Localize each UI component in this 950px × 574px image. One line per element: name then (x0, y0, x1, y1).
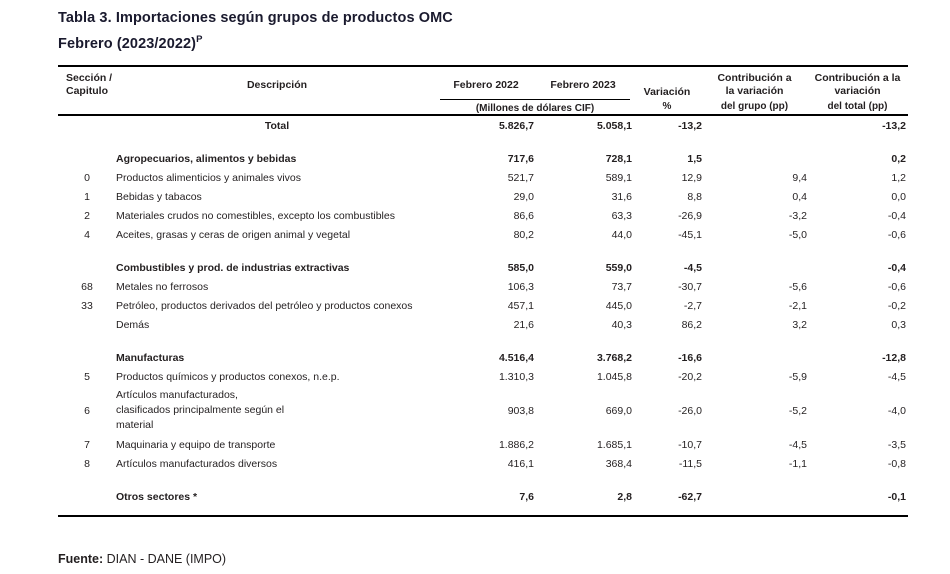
header-contribucion-grupo-line2: la variación (725, 85, 784, 97)
cell-contribucion-grupo: 3,2 (792, 318, 807, 331)
cell-descripcion: Productos químicos y productos conexos, n.e.p. (116, 370, 340, 383)
cell-variacion: -11,5 (678, 457, 702, 470)
cell-descripcion: Petróleo, productos derivados del petróleo y productos conexos (116, 299, 413, 312)
table-row (58, 206, 908, 225)
header-descripcion: Descripción (246, 79, 308, 91)
row-spacer (58, 473, 908, 487)
source-note (58, 552, 226, 566)
header-contribucion-total (807, 67, 908, 99)
cell-contribucion-grupo: -2,1 (788, 299, 807, 312)
cell-descripcion: Manufacturas (116, 351, 185, 364)
table-row (58, 277, 908, 296)
provisional-superscript: P (196, 34, 203, 45)
cell-variacion: -13,2 (678, 119, 702, 132)
table-row (58, 386, 908, 435)
row-spacer (58, 334, 908, 348)
cell-seccion (58, 487, 116, 506)
cell-seccion: 1 (84, 190, 90, 203)
cell-contribucion-total: -13,2 (882, 119, 906, 132)
cell-febrero-2023: 5.058,1 (596, 119, 632, 132)
cell-febrero-2022: 585,0 (507, 261, 534, 274)
cell-contribucion-total: 1,2 (891, 171, 906, 184)
header-contribucion-grupo-line3: del grupo (pp) (720, 101, 789, 112)
cell-seccion: 2 (84, 209, 90, 222)
cell-febrero-2023: 728,1 (605, 152, 632, 165)
cell-contribucion-total: -3,5 (887, 438, 906, 451)
cell-contribucion-total: -0,6 (887, 280, 906, 293)
cell-descripcion: Aceites, grasas y ceras de origen animal y vegetal (116, 228, 351, 241)
table-row (58, 454, 908, 473)
cell-seccion: 8 (84, 457, 90, 470)
cell-seccion (58, 258, 116, 277)
page-title-subtitle: Febrero (2023/2022) (58, 35, 197, 52)
subheader-empty-descripcion (116, 99, 438, 115)
cell-febrero-2022: 106,3 (507, 280, 534, 293)
header-contribucion-total-line1: Contribución a la (814, 72, 901, 84)
header-febrero-2022: Febrero 2022 (453, 79, 519, 91)
cell-variacion: -4,5 (683, 261, 702, 274)
cell-febrero-2022: 21,6 (513, 318, 534, 331)
cell-seccion: 68 (81, 280, 93, 293)
cell-variacion: -16,6 (678, 351, 702, 364)
cell-febrero-2023: 368,4 (605, 457, 632, 470)
cell-febrero-2022: 5.826,7 (498, 119, 534, 132)
cell-descripcion: Agropecuarios, alimentos y bebidas (116, 152, 297, 165)
statistics-table-container (58, 65, 908, 517)
cell-febrero-2022: 80,2 (513, 228, 534, 241)
cell-contribucion-grupo: 9,4 (792, 171, 807, 184)
header-units-cif (438, 99, 632, 115)
cell-descripcion: Materiales crudos no comestibles, excepto los combustibles (116, 209, 395, 222)
cell-febrero-2022: 457,1 (507, 299, 534, 312)
table-row-group-manufacturas (58, 348, 908, 367)
page-title-line-1: Tabla 3. Importaciones según grupos de productos OMC (58, 10, 453, 26)
cell-descripcion: Total (264, 119, 290, 132)
cell-contribucion-grupo: -5,9 (788, 370, 807, 383)
cell-descripcion: Artículos manufacturados diversos (116, 457, 278, 470)
cell-febrero-2022: 903,8 (507, 404, 534, 417)
cell-variacion: -20,2 (678, 370, 702, 383)
cell-contribucion-grupo: 0,4 (792, 190, 807, 203)
cell-variacion: 1,5 (687, 152, 702, 165)
cell-contribucion-total: 0,3 (891, 318, 906, 331)
cell-febrero-2023: 1.045,8 (596, 370, 632, 383)
cell-seccion: 0 (84, 171, 90, 184)
cell-contribucion-total: 0,0 (891, 190, 906, 203)
cell-contribucion-total: 0,2 (891, 152, 906, 165)
table-row-group-otros-sectores (58, 487, 908, 506)
header-febrero-2023: Febrero 2023 (550, 79, 616, 91)
cell-febrero-2022: 717,6 (507, 152, 534, 165)
header-contribucion-total-line3: del total (pp) (827, 101, 888, 112)
subheader-empty-seccion (58, 99, 116, 115)
cell-variacion: -26,0 (678, 404, 702, 417)
cell-seccion: 5 (84, 370, 90, 383)
cell-contribucion-total: -0,6 (887, 228, 906, 241)
header-contribucion-grupo-line1: Contribución a (717, 72, 792, 84)
cell-contribucion-total: -0,1 (887, 490, 906, 503)
cell-descripcion (116, 386, 438, 435)
source-value: DIAN - DANE (IMPO) (106, 552, 227, 566)
table-row (58, 168, 908, 187)
cell-descripcion: Maquinaria y equipo de transporte (116, 438, 276, 451)
source-label: Fuente: (58, 552, 104, 566)
cell-variacion: -45,1 (678, 228, 702, 241)
cell-febrero-2023: 445,0 (605, 299, 632, 312)
cell-contribucion-grupo: -5,2 (788, 404, 807, 417)
header-seccion-label: Sección / (66, 72, 113, 84)
cell-seccion: 4 (84, 228, 90, 241)
cell-descripcion-line1: Artículos manufacturados, (116, 389, 238, 401)
cell-variacion: -10,7 (678, 438, 702, 451)
cell-contribucion-total: -4,0 (887, 404, 906, 417)
table-header-row (58, 67, 908, 99)
table-title-block (58, 8, 898, 55)
table-row-group-combustibles (58, 258, 908, 277)
cell-variacion: 86,2 (681, 318, 702, 331)
cell-descripcion: Bebidas y tabacos (116, 190, 202, 203)
cell-contribucion-total: -0,4 (887, 209, 906, 222)
table-row (58, 187, 908, 206)
cell-contribucion-grupo: -1,1 (788, 457, 807, 470)
cell-contribucion-grupo: -4,5 (788, 438, 807, 451)
table-row-group-agropecuarios (58, 149, 908, 168)
cell-seccion: 33 (81, 299, 93, 312)
cell-contribucion-grupo (702, 116, 807, 135)
cell-febrero-2022: 29,0 (513, 190, 534, 203)
imports-table (58, 65, 908, 517)
cell-contribucion-total: -0,2 (887, 299, 906, 312)
cell-seccion (58, 315, 116, 334)
header-units-label: (Millones de dólares CIF) (475, 103, 595, 114)
cell-variacion: 12,9 (681, 171, 702, 184)
cell-seccion: 7 (84, 438, 90, 451)
row-spacer (58, 506, 908, 516)
table-subheader-row (58, 99, 908, 115)
row-spacer (58, 135, 908, 149)
cell-febrero-2022: 4.516,4 (498, 351, 534, 364)
cell-variacion: -62,7 (678, 490, 702, 503)
cell-febrero-2022: 521,7 (507, 171, 534, 184)
cell-febrero-2023: 589,1 (605, 171, 632, 184)
cell-febrero-2022: 416,1 (507, 457, 534, 470)
cell-febrero-2023: 559,0 (605, 261, 632, 274)
cell-contribucion-grupo: -3,2 (788, 209, 807, 222)
cell-descripcion-line3: material (116, 419, 154, 431)
cell-contribucion-total: -0,4 (887, 261, 906, 274)
cell-descripcion-line2: clasificados principalmente según el (116, 404, 285, 416)
header-variacion: Variación (643, 86, 691, 98)
cell-febrero-2022: 7,6 (519, 490, 534, 503)
cell-descripcion: Demás (116, 318, 150, 331)
table-row-total (58, 116, 908, 135)
cell-contribucion-grupo: -5,0 (788, 228, 807, 241)
cell-contribucion-total: -4,5 (887, 370, 906, 383)
cell-febrero-2023: 73,7 (611, 280, 632, 293)
cell-variacion: -30,7 (678, 280, 702, 293)
cell-descripcion: Metales no ferrosos (116, 280, 209, 293)
cell-febrero-2023: 669,0 (605, 404, 632, 417)
cell-febrero-2023: 2,8 (617, 490, 632, 503)
cell-febrero-2023: 31,6 (611, 190, 632, 203)
cell-variacion: 8,8 (687, 190, 702, 203)
cell-descripcion: Combustibles y prod. de industrias extractivas (116, 261, 350, 274)
cell-febrero-2023: 40,3 (611, 318, 632, 331)
header-contribucion-total-line2: variación (834, 85, 881, 97)
cell-variacion: -2,7 (683, 299, 702, 312)
cell-contribucion-total: -12,8 (882, 351, 906, 364)
cell-variacion: -26,9 (678, 209, 702, 222)
cell-febrero-2023: 1.685,1 (596, 438, 632, 451)
cell-seccion: 6 (84, 404, 90, 417)
cell-seccion (58, 149, 116, 168)
page-title-line-2 (58, 29, 898, 55)
header-capitulo-label: Capitulo (66, 85, 108, 97)
cell-contribucion-grupo (702, 487, 807, 506)
header-variacion-unit: % (662, 101, 672, 112)
cell-febrero-2023: 63,3 (611, 209, 632, 222)
header-contribucion-grupo (702, 67, 807, 99)
table-row (58, 296, 908, 315)
table-bottom-rule (58, 516, 908, 517)
cell-seccion (58, 348, 116, 367)
cell-febrero-2023: 44,0 (611, 228, 632, 241)
cell-febrero-2022: 86,6 (513, 209, 534, 222)
header-seccion-capitulo (58, 67, 116, 99)
table-row (58, 315, 908, 334)
cell-febrero-2023: 3.768,2 (596, 351, 632, 364)
cell-contribucion-total: -0,8 (887, 457, 906, 470)
cell-contribucion-grupo (702, 348, 807, 367)
cell-contribucion-grupo (702, 258, 807, 277)
cell-febrero-2022: 1.886,2 (498, 438, 534, 451)
table-row (58, 435, 908, 454)
cell-descripcion: Productos alimenticios y animales vivos (116, 171, 301, 184)
cell-descripcion: Otros sectores * (116, 490, 198, 503)
row-spacer (58, 244, 908, 258)
units-underline (440, 99, 630, 100)
table-row (58, 225, 908, 244)
cell-febrero-2022: 1.310,3 (498, 370, 534, 383)
cell-contribucion-grupo (702, 149, 807, 168)
cell-contribucion-grupo: -5,6 (788, 280, 807, 293)
cell-seccion (58, 116, 116, 135)
table-row (58, 367, 908, 386)
